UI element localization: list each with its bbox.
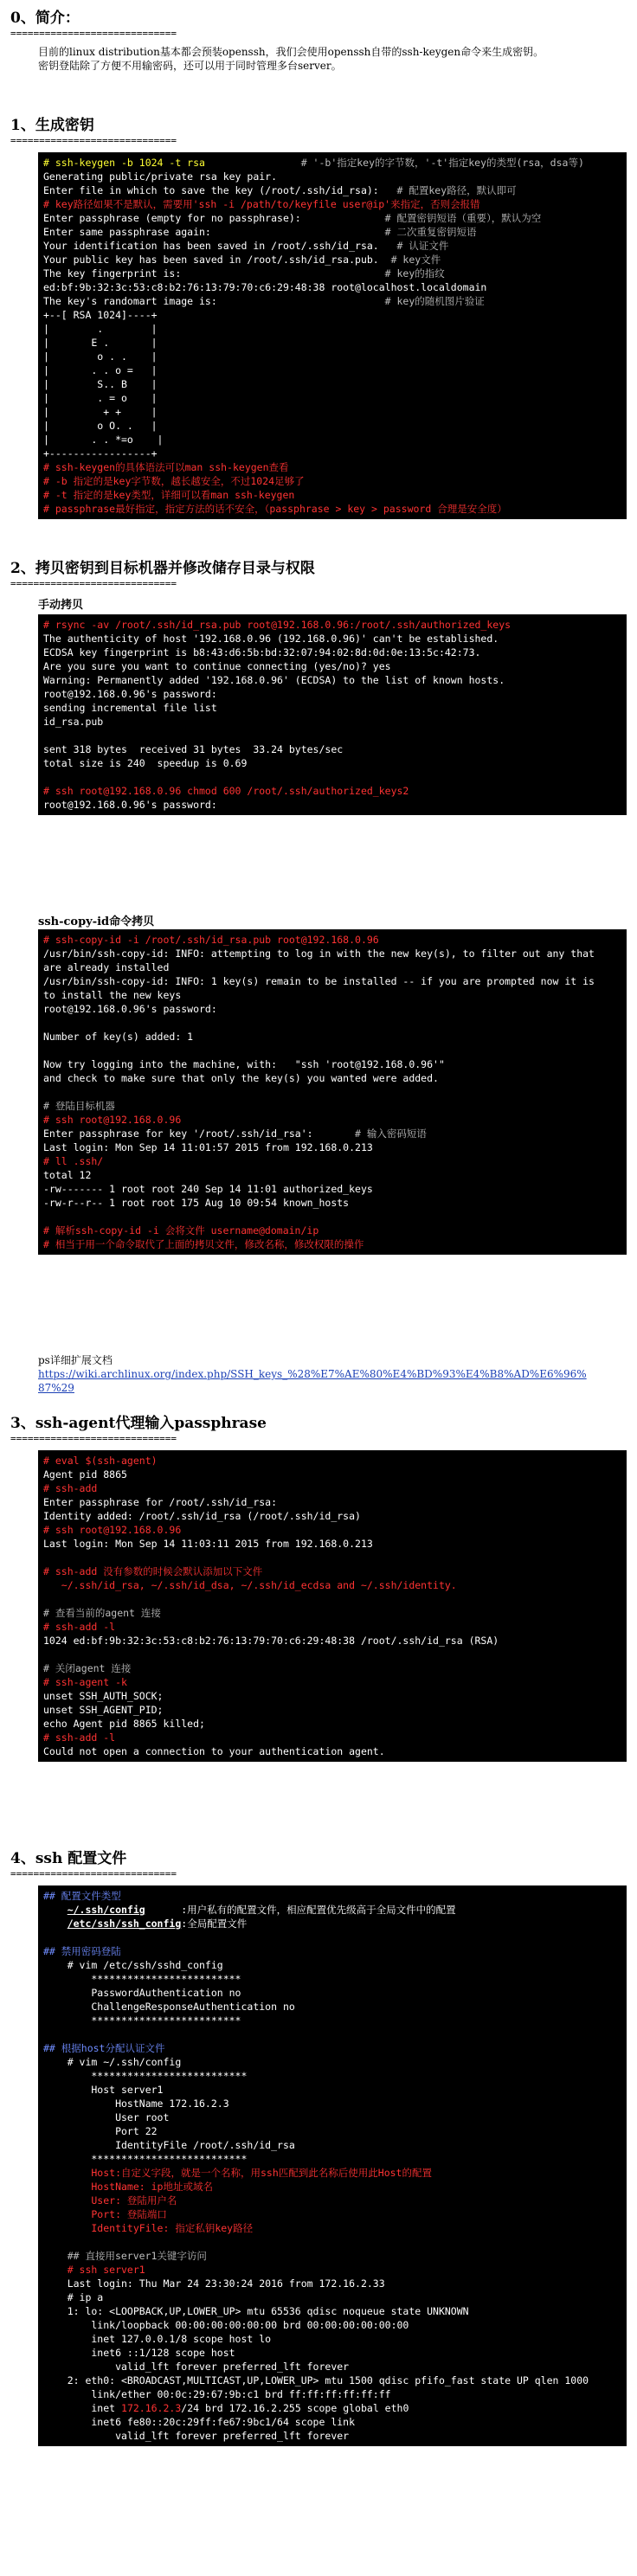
divider: ============================= — [10, 1868, 177, 1879]
code-segment: The key's randomart image is: — [43, 295, 217, 307]
code-line — [43, 363, 621, 377]
code-line — [43, 1578, 621, 1592]
code-line — [43, 2249, 621, 2263]
code-line — [43, 2332, 621, 2346]
code-segment: The key fingerprint is: — [43, 267, 182, 279]
code-line — [43, 2263, 621, 2277]
code-line — [43, 1030, 621, 1044]
code-line — [43, 308, 621, 322]
code-line — [43, 433, 621, 446]
code-line — [43, 659, 621, 673]
code-line — [43, 770, 621, 784]
code-line — [43, 1986, 621, 2000]
code-segment: PasswordAuthentication no — [43, 1987, 241, 1999]
code-segment: inet — [43, 2402, 122, 2414]
code-segment: Host server1 — [43, 2084, 164, 2096]
code-segment: # 配置key路径，默认即可 — [378, 184, 517, 196]
code-segment: valid_lft forever preferred_lft forever — [43, 2430, 350, 2442]
code-line — [43, 1044, 621, 1057]
code-line — [43, 183, 621, 197]
code-line — [43, 405, 621, 419]
code-line — [43, 933, 621, 947]
code-segment: ChallengeResponseAuthentication no — [43, 2001, 295, 2013]
code-line — [43, 294, 621, 308]
code-line — [43, 2152, 621, 2166]
code-line — [43, 715, 621, 729]
code-segment: unset SSH_AUTH_SOCK; — [43, 1690, 164, 1702]
code-segment: id_rsa.pub — [43, 716, 104, 728]
code-line — [43, 974, 621, 988]
code-line — [43, 377, 621, 391]
code-line — [43, 1889, 621, 1903]
code-line — [43, 742, 621, 756]
code-segment: -rw------- 1 root root 240 Sep 14 11:01 authorized_keys — [43, 1183, 373, 1195]
code-line — [43, 1744, 621, 1758]
code-line — [43, 502, 621, 516]
code-segment: +--[ RSA 1024]----+ — [43, 309, 158, 321]
code-segment: +-----------------+ — [43, 447, 158, 459]
code-segment: sending incremental file list — [43, 702, 217, 714]
code-line — [43, 1606, 621, 1620]
code-line — [43, 391, 621, 405]
code-line — [43, 2387, 621, 2401]
code-line — [43, 1454, 621, 1468]
code-line — [43, 488, 621, 502]
code-line — [43, 1703, 621, 1717]
code-line — [43, 2000, 621, 2014]
code-segment: Last login: Mon Sep 14 11:03:11 2015 from 192.168.0.213 — [43, 1538, 373, 1550]
code-line — [43, 988, 621, 1002]
code-line — [43, 1237, 621, 1251]
divider: ============================= — [10, 28, 177, 39]
code-line — [43, 1140, 621, 1154]
code-line — [43, 2138, 621, 2152]
code-line — [43, 947, 621, 960]
code-line — [43, 460, 621, 474]
code-segment: link/ether 00:0c:29:67:9b:c1 brd ff:ff:ff:ff:ff:ff — [43, 2388, 391, 2400]
code-segment: # 登陆目标机器 — [43, 1100, 115, 1112]
code-segment: Identity added: /root/.ssh/id_rsa (/root/.ssh/id_rsa) — [43, 1510, 361, 1522]
code-segment: unset SSH_AGENT_PID; — [43, 1704, 164, 1716]
code-block-ssh-agent — [38, 1450, 627, 1762]
code-line — [43, 1717, 621, 1731]
code-line — [43, 225, 621, 239]
code-segment: # ssh-add -l — [43, 1621, 116, 1633]
code-segment: # ssh-add -l — [43, 1731, 116, 1744]
code-line — [43, 2429, 621, 2443]
section-1-title: 1、生成密钥 — [10, 117, 94, 134]
code-line — [43, 1648, 621, 1661]
code-segment: # eval $(ssh-agent) — [43, 1455, 158, 1467]
code-segment: 172.16.2.3 — [121, 2402, 182, 2414]
code-line — [43, 1057, 621, 1071]
code-line — [43, 1002, 621, 1016]
code-segment: | E . | — [43, 337, 158, 349]
code-segment: /usr/bin/ssh-copy-id: INFO: attempting to log in with the new key(s), to filter out any that — [43, 948, 595, 960]
code-line — [43, 1731, 621, 1744]
code-segment: | o . . | — [43, 350, 158, 363]
code-segment: Could not open a connection to your authentication agent. — [43, 1745, 385, 1757]
code-segment: | S.. B | — [43, 378, 158, 390]
code-segment: # -b 指定的是key字节数，越长越安全，不过1024足够了 — [43, 475, 305, 487]
code-line — [43, 2360, 621, 2374]
code-line — [43, 1930, 621, 1944]
code-line — [43, 1481, 621, 1495]
code-line — [43, 2374, 621, 2387]
code-segment: ************************* — [43, 1973, 241, 1985]
code-line — [43, 2221, 621, 2235]
code-line — [43, 1071, 621, 1085]
code-line — [43, 1523, 621, 1537]
code-line — [43, 156, 621, 170]
code-segment: Enter passphrase (empty for no passphrase): — [43, 212, 301, 224]
code-segment: 1024 ed:bf:9b:32:3c:53:c8:b2:76:13:79:70:c6:29:48:38 /root/.ssh/id_rsa (RSA) — [43, 1635, 499, 1647]
code-line — [43, 2290, 621, 2304]
code-segment: Port: 登陆端口 — [43, 2208, 167, 2220]
code-segment: and check to make sure that only the key(s) you wanted were added. — [43, 1072, 439, 1084]
code-line — [43, 1917, 621, 1930]
code-segment: valid_lft forever preferred_lft forever — [43, 2361, 350, 2373]
code-line — [43, 1689, 621, 1703]
code-line — [43, 170, 621, 183]
code-block-ssh-config — [38, 1885, 627, 2446]
code-segment: IdentityFile: 指定私钥key路径 — [43, 2222, 254, 2234]
code-segment: Warning: Permanently added '192.168.0.96' (ECDSA) to the list of known hosts. — [43, 674, 505, 686]
code-segment: # ip a — [43, 2291, 104, 2303]
code-line — [43, 474, 621, 488]
code-segment: /24 brd 172.16.2.255 scope global eth0 — [181, 2402, 409, 2414]
code-line — [43, 2207, 621, 2221]
code-segment: # key路径如果不是默认，需要用'ssh -i /path/to/keyfile user@ip'来指定，否则会报错 — [43, 198, 480, 210]
code-segment: Host:自定义字段，就是一个名称，用ssh匹配到此名称后使用此Host的配置 — [43, 2167, 432, 2179]
code-line — [43, 960, 621, 974]
code-segment: User: 登陆用户名 — [43, 2194, 177, 2207]
code-line — [43, 2014, 621, 2027]
code-line — [43, 729, 621, 742]
code-segment: ~/.ssh/config — [67, 1904, 145, 1916]
code-segment: Enter passphrase for key '/root/.ssh/id_rsa': — [43, 1127, 313, 1140]
archwiki-link[interactable]: https://wiki.archlinux.org/index.php/SSH_keys_%28%E7%AE%80%E4%BD%93%E4%B8%AD%E6%96%87%29 — [38, 1368, 587, 1394]
code-segment: HostName: ip地址或域名 — [43, 2181, 213, 2193]
code-line — [43, 419, 621, 433]
code-segment: # 认证文件 — [378, 240, 449, 252]
code-line — [43, 687, 621, 701]
code-line — [43, 1495, 621, 1509]
code-segment: Enter file in which to save the key (/root/.ssh/id_rsa): — [43, 184, 379, 196]
code-line — [43, 1551, 621, 1564]
code-line — [43, 756, 621, 770]
code-line — [43, 1196, 621, 1210]
code-segment: # vim /etc/ssh/sshd_config — [43, 1959, 223, 1971]
intro-line-1: 目前的linux distribution基本都会预装openssh，我们会使用openssh自带的ssh-keygen命令来生成密钥。 — [38, 46, 544, 58]
code-segment: Enter passphrase for /root/.ssh/id_rsa: — [43, 1496, 278, 1508]
section-4-title: 4、ssh 配置文件 — [10, 1850, 127, 1867]
code-line — [43, 2415, 621, 2429]
code-segment: | . . *=o | — [43, 434, 164, 446]
code-line — [43, 239, 621, 253]
code-segment: Enter same passphrase again: — [43, 226, 211, 238]
manual-copy-title: 手动拷贝 — [38, 599, 84, 612]
code-segment: inet6 fe80::20c:29ff:fe67:9bc1/64 scope link — [43, 2416, 356, 2428]
code-segment: # 查看当前的agent 连接 — [43, 1607, 161, 1619]
code-segment: # ssh-agent -k — [43, 1676, 127, 1688]
code-line — [43, 2180, 621, 2194]
code-segment: Port 22 — [43, 2125, 158, 2137]
code-segment: 2: eth0: <BROADCAST,MULTICAST,UP,LOWER_UP> mtu 1500 qdisc pfifo_fast state UP qlen 1000 — [43, 2374, 589, 2386]
code-segment: -rw-r--r-- 1 root root 175 Aug 10 09:54 known_hosts — [43, 1197, 350, 1209]
code-segment: IdentityFile /root/.ssh/id_rsa — [43, 2139, 295, 2151]
code-segment: # ssh root@192.168.0.96 — [43, 1114, 182, 1126]
code-segment: User root — [43, 2111, 170, 2123]
code-segment: # ssh root@192.168.0.96 — [43, 1524, 182, 1536]
code-line — [43, 1903, 621, 1917]
code-line — [43, 1634, 621, 1648]
code-line — [43, 1224, 621, 1237]
code-line — [43, 2401, 621, 2415]
code-segment: Last login: Thu Mar 24 23:30:24 2016 from 172.16.2.33 — [43, 2277, 385, 2290]
code-line — [43, 2124, 621, 2138]
code-line — [43, 1016, 621, 1030]
code-line — [43, 1944, 621, 1958]
code-segment: ECDSA key fingerprint is b8:43:d6:5b:bd:32:07:94:02:8d:0d:0e:13:5c:42:73. — [43, 646, 481, 658]
code-line — [43, 1675, 621, 1689]
code-segment: :全局配置文件 — [181, 1918, 248, 1930]
code-line — [43, 2041, 621, 2055]
code-line — [43, 2055, 621, 2069]
code-segment: Number of key(s) added: 1 — [43, 1031, 194, 1043]
code-line — [43, 2083, 621, 2097]
code-line — [43, 2027, 621, 2041]
code-line — [43, 2194, 621, 2207]
ssh-copy-id-title: ssh-copy-id命令拷贝 — [38, 915, 155, 928]
section-2-title: 2、拷贝密钥到目标机器并修改储存目录与权限 — [10, 560, 315, 577]
code-segment: # ssh-keygen -b 1024 -t rsa — [43, 157, 205, 169]
code-line — [43, 1085, 621, 1099]
code-segment: ************************* — [43, 2014, 241, 2027]
code-segment: # passphrase最好指定，指定方法的话不安全，（passphrase > key > password 合理是安全度） — [43, 503, 507, 515]
code-segment: sent 318 bytes received 31 bytes 33.24 bytes/sec — [43, 743, 344, 755]
code-segment: HostName 172.16.2.3 — [43, 2097, 229, 2110]
code-line — [43, 446, 621, 460]
code-line — [43, 2346, 621, 2360]
code-block-keygen — [38, 152, 627, 519]
code-line — [43, 197, 621, 211]
code-segment: inet6 ::1/128 scope host — [43, 2347, 235, 2359]
code-line — [43, 2069, 621, 2083]
code-line — [43, 2304, 621, 2318]
ps-note — [38, 1353, 592, 1395]
code-segment: ## 禁用密码登陆 — [43, 1945, 121, 1957]
code-segment: | . . o = | — [43, 364, 158, 376]
code-segment: total 12 — [43, 1169, 92, 1181]
code-line — [43, 2235, 621, 2249]
code-segment: Generating public/private rsa key pair. — [43, 170, 278, 183]
code-segment: # 输入密码短语 — [312, 1127, 427, 1140]
code-segment: Last login: Mon Sep 14 11:01:57 2015 from 192.168.0.213 — [43, 1141, 373, 1153]
code-segment: # key的指纹 — [181, 267, 445, 279]
code-segment: # ll .ssh/ — [43, 1155, 104, 1167]
intro-line-2: 密钥登陆除了方便不用输密码，还可以用于同时管理多台server。 — [38, 60, 342, 72]
code-segment: /etc/ssh/ssh_config — [67, 1918, 182, 1930]
code-segment: # ssh root@192.168.0.96 chmod 600 /root/.ssh/authorized_keys2 — [43, 785, 409, 797]
divider: ============================= — [10, 135, 177, 146]
code-line — [43, 1154, 621, 1168]
code-segment: # rsync -av /root/.ssh/id_rsa.pub root@192.168.0.96:/root/.ssh/authorized_keys — [43, 619, 512, 631]
code-segment: ## 直接用server1关键字访问 — [43, 2250, 207, 2262]
code-line — [43, 2166, 621, 2180]
code-line — [43, 1592, 621, 1606]
code-segment: ~/.ssh/id_rsa, ~/.ssh/id_dsa, ~/.ssh/id_ecdsa and ~/.ssh/identity. — [43, 1579, 457, 1591]
code-segment: # ssh server1 — [43, 2264, 145, 2276]
code-line — [43, 267, 621, 280]
code-segment — [43, 1918, 68, 1930]
code-segment: # 二次重复密钥短语 — [210, 226, 477, 238]
code-line — [43, 618, 621, 632]
code-segment: # 配置密钥短语（重要），默认为空 — [300, 212, 542, 224]
code-segment: Agent pid 8865 — [43, 1468, 127, 1481]
code-segment: root@192.168.0.96's password: — [43, 799, 217, 811]
code-segment: # -t 指定的是key类型，详细可以看man ssh-keygen — [43, 489, 295, 501]
code-segment: Are you sure you want to continue connecting (yes/no)? yes — [43, 660, 391, 672]
code-segment: total size is 240 speedup is 0.69 — [43, 757, 248, 769]
code-line — [43, 798, 621, 812]
code-segment: root@192.168.0.96's password: — [43, 1003, 217, 1015]
code-segment: Now try logging into the machine, with: "ssh 'root@192.168.0.96'" — [43, 1058, 445, 1070]
code-line — [43, 211, 621, 225]
divider: ============================= — [10, 1433, 177, 1444]
code-line — [43, 701, 621, 715]
code-segment: /usr/bin/ssh-copy-id: INFO: 1 key(s) remain to be installed -- if you are prompted now it is — [43, 975, 595, 987]
code-segment: # ssh-keygen的具体语法可以man ssh-keygen查看 — [43, 461, 289, 473]
code-line — [43, 253, 621, 267]
code-segment: ************************** — [43, 2070, 248, 2082]
code-segment: # 关闭agent 连接 — [43, 1662, 132, 1674]
code-segment: echo Agent pid 8865 killed; — [43, 1718, 205, 1730]
code-segment: are already installed — [43, 961, 170, 973]
section-0-title: 0、简介： — [10, 10, 80, 27]
code-segment: # key的随机图片验证 — [216, 295, 485, 307]
code-segment: | . | — [43, 323, 158, 335]
code-line — [43, 1127, 621, 1140]
code-segment: to install the new keys — [43, 989, 182, 1001]
code-segment: ed:bf:9b:32:3c:53:c8:b2:76:13:79:70:c6:29:48:38 root@localhost.localdomain — [43, 281, 487, 293]
code-segment: # 相当于用一个命令取代了上面的拷贝文件，修改名称，修改权限的操作 — [43, 1238, 364, 1250]
code-segment: # ssh-copy-id -i /root/.ssh/id_rsa.pub root@192.168.0.96 — [43, 934, 379, 946]
code-line — [43, 673, 621, 687]
code-segment: :用户私有的配置文件，相应配置优先级高于全局文件中的配置 — [145, 1904, 456, 1916]
code-segment: The authenticity of host '192.168.0.96 (192.168.0.96)' can't be established. — [43, 633, 499, 645]
code-line — [43, 1113, 621, 1127]
divider: ============================= — [10, 578, 177, 589]
code-segment: 1: lo: <LOOPBACK,UP,LOWER_UP> mtu 65536 qdisc noqueue state UNKNOWN — [43, 2305, 469, 2317]
code-segment: # key文件 — [378, 254, 441, 266]
code-line — [43, 1661, 621, 1675]
code-line — [43, 1168, 621, 1182]
code-line — [43, 2110, 621, 2124]
code-line — [43, 2318, 621, 2332]
code-segment: | . = o | — [43, 392, 158, 404]
code-line — [43, 322, 621, 336]
code-line — [43, 336, 621, 350]
code-segment: # 解析ssh-copy-id -i 会将文件 username@domain/ip — [43, 1224, 319, 1237]
code-line — [43, 784, 621, 798]
code-line — [43, 2277, 621, 2290]
section-3-title: 3、ssh-agent代理输入passphrase — [10, 1415, 267, 1432]
code-line — [43, 632, 621, 646]
code-line — [43, 1564, 621, 1578]
code-segment: link/loopback 00:00:00:00:00:00 brd 00:00:00:00:00:00 — [43, 2319, 409, 2331]
code-segment: ## 根据host分配认证文件 — [43, 2042, 165, 2054]
code-segment: inet 127.0.0.1/8 scope host lo — [43, 2333, 272, 2345]
code-segment: | o O. . | — [43, 420, 158, 432]
code-block-manual-copy — [38, 614, 627, 815]
code-segment: # ssh-add — [43, 1482, 98, 1494]
ps-note-text: ps详细扩展文档 — [38, 1354, 113, 1366]
code-segment: | + + | — [43, 406, 158, 418]
code-line — [43, 1210, 621, 1224]
code-line — [43, 1099, 621, 1113]
code-segment: Your identification has been saved in /root/.ssh/id_rsa. — [43, 240, 379, 252]
code-line — [43, 350, 621, 363]
code-line — [43, 646, 621, 659]
code-line — [43, 1972, 621, 1986]
code-line — [43, 1468, 621, 1481]
code-segment — [43, 1904, 68, 1916]
code-segment: # vim ~/.ssh/config — [43, 2056, 182, 2068]
code-segment: # ssh-add 没有参数的时候会默认添加以下文件 — [43, 1565, 263, 1577]
code-segment: ************************** — [43, 2153, 248, 2165]
code-block-ssh-copy-id — [38, 929, 627, 1255]
code-line — [43, 1958, 621, 1972]
code-segment: ## 配置文件类型 — [43, 1890, 121, 1902]
code-line — [43, 1182, 621, 1196]
code-segment: root@192.168.0.96's password: — [43, 688, 217, 700]
code-segment: Your public key has been saved in /root/.ssh/id_rsa.pub. — [43, 254, 379, 266]
code-line — [43, 1620, 621, 1634]
code-line — [43, 1509, 621, 1523]
code-segment: # '-b'指定key的字节数，'-t'指定key的类型(rsa，dsa等) — [204, 157, 584, 169]
intro-text — [38, 45, 601, 73]
code-line — [43, 2097, 621, 2110]
code-line — [43, 1537, 621, 1551]
code-line — [43, 280, 621, 294]
